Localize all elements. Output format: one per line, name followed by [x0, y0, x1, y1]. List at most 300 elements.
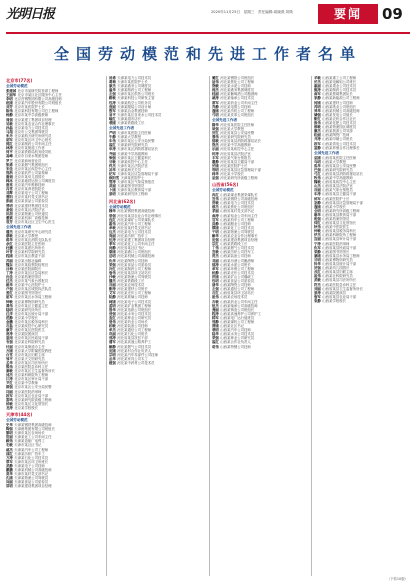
person-name: 莫华 — [6, 472, 13, 477]
person-name: 蓬刚 — [314, 204, 321, 209]
person-name: 晏强 — [109, 213, 116, 218]
person-affiliation: 山西某建设集团项目经理 — [220, 238, 258, 243]
person-name: 厉红 — [212, 131, 219, 136]
person-name: 宓静 — [314, 200, 321, 205]
person-name: 干明 — [212, 229, 219, 234]
person-affiliation: 山西某机车公司工程师 — [220, 217, 255, 222]
person-affiliation: 山西省某县法院法官 — [322, 184, 353, 189]
person-affiliation: 山西省某县司法所所长 — [322, 278, 357, 283]
person-affiliation: 河北某中学高级教师 — [220, 143, 251, 148]
person-affiliation: 北京市某区医院医生 — [14, 328, 45, 333]
person-name: 汪洋 — [6, 311, 13, 316]
region-heading: 天津市(44名) — [6, 412, 33, 418]
name-entry — [6, 406, 104, 410]
headline: 全国劳动模范和先进工作者名单 — [53, 45, 362, 63]
person-name: 韦强 — [6, 340, 13, 345]
person-name: 车涛 — [314, 192, 321, 197]
person-name: 巴强 — [314, 167, 321, 172]
person-name: 车伟 — [109, 139, 116, 144]
person-name: 谷丽 — [109, 283, 116, 288]
person-name: 欧阳雪 — [109, 176, 120, 181]
person-affiliation: 北京某医院主任医师 — [14, 242, 45, 247]
person-affiliation: 山西某陶瓷厂技师 — [322, 133, 350, 138]
person-name: 林涛 — [6, 146, 13, 151]
person-affiliation: 河北某农场技术员 — [117, 283, 145, 288]
person-affiliation: 山西某科研院所工程师 — [322, 233, 357, 238]
person-name: 祖伟 — [314, 274, 321, 279]
person-name: 冯雪 — [6, 187, 13, 192]
newspaper-logo: 光明日报 — [6, 7, 55, 22]
person-affiliation: 北京某博物馆研究员 — [14, 299, 45, 304]
person-name: 梁勇 — [6, 162, 13, 167]
continued-note: （下转10版） — [386, 577, 408, 581]
person-name: 唐亮 — [6, 183, 13, 188]
person-affiliation: 北京某软件公司架构师 — [14, 170, 49, 175]
person-affiliation: 北京市某研究院首席工程师 — [17, 88, 59, 93]
person-name: 艾军 — [109, 291, 116, 296]
person-affiliation: 河北某机械公司高级技师 — [117, 254, 155, 259]
person-name: 应强 — [212, 238, 219, 243]
person-affiliation: 北京某出版社编辑 — [14, 258, 42, 263]
person-name: 易平 — [109, 112, 116, 117]
person-affiliation: 天津某电子公司技师 — [14, 463, 45, 468]
person-affiliation: 北京市某区妇联主席 — [14, 352, 45, 357]
person-affiliation: 天津市某区应急管理局干部 — [117, 171, 158, 176]
person-affiliation: 北京市某区司法所所长 — [14, 360, 49, 365]
person-affiliation: 天津某科技公司研发主管 — [117, 96, 155, 101]
person-name: 单军 — [212, 266, 219, 271]
person-affiliation: 河北某光伏公司工程师 — [117, 291, 152, 296]
person-name: 段军 — [6, 393, 13, 398]
person-affiliation: 天津某物流公司驾驶员 — [14, 476, 49, 481]
person-name: 邴杰 — [212, 205, 219, 210]
person-affiliation: 北京某档案馆馆员 — [14, 274, 42, 279]
group-heading: 全国先进工作者 — [109, 126, 135, 131]
person-affiliation: 河北某矿业集团工程师 — [117, 303, 152, 308]
person-name: 黎明 — [6, 431, 13, 436]
person-affiliation: 山西某印刷公司班长 — [322, 137, 353, 142]
person-affiliation: 河北某研究所高级工程师 — [220, 176, 258, 181]
person-affiliation: 河北某通信公司工程师 — [117, 328, 152, 333]
person-name: 厉强 — [314, 266, 321, 271]
person-affiliation: 河北某研究院研究员 — [220, 135, 251, 140]
person-name: 袁芳 — [6, 219, 13, 224]
person-affiliation: 北京某物流公司快递员 — [14, 211, 49, 216]
person-affiliation: 山西某医院急诊科主任 — [322, 282, 357, 287]
person-affiliation: 河北某燃气公司技术员 — [117, 344, 152, 349]
person-affiliation: 山西某水务公司技术员 — [220, 332, 255, 337]
person-name: 姜红 — [6, 291, 13, 296]
person-affiliation: 山西省某县教育局干部 — [322, 212, 357, 217]
person-affiliation: 山西某社区书记 — [220, 324, 245, 329]
masthead — [6, 4, 410, 30]
person-affiliation: 河北省某县环卫站站长 — [117, 270, 152, 275]
person-name: 羿华 — [314, 108, 321, 113]
person-affiliation: 河北某电力公司技术员 — [117, 229, 152, 234]
person-affiliation: 北京某燃气集团班组长 — [14, 162, 49, 167]
person-name: 隋华 — [212, 122, 219, 127]
person-name: 谷丽 — [314, 188, 321, 193]
person-name: 蓬刚 — [212, 108, 219, 113]
person-affiliation: 山西某档案馆馆员 — [322, 217, 350, 221]
person-name: 富静 — [314, 145, 321, 150]
person-affiliation: 河北某水务公司技术员 — [117, 311, 152, 316]
person-name: 石磊 — [6, 324, 13, 329]
person-affiliation: 北京市某区税务局科长 — [14, 319, 49, 324]
person-name: 栾静 — [314, 249, 321, 254]
person-name: 董斌 — [6, 215, 13, 220]
person-name: 陶强 — [6, 427, 13, 432]
person-name: 冉红 — [212, 193, 219, 198]
person-affiliation: 北京市某中学高级教师 — [14, 113, 49, 118]
dateline: 2020年11月25日 星期三 责任编辑:周晓燕 刘瑛 — [211, 10, 293, 14]
person-affiliation: 山西某机械公司高级技师 — [322, 108, 360, 113]
person-affiliation: 天津某疾控中心主任 — [117, 159, 148, 164]
person-affiliation: 山西某焦煤集团队长 — [322, 92, 353, 97]
person-name: 韩冰 — [6, 178, 13, 183]
person-affiliation: 北京某科学院研究员 — [14, 250, 45, 255]
person-name: 甄涛 — [314, 88, 321, 93]
person-name: 齐丽 — [109, 151, 116, 156]
person-affiliation: 天津某大学教授 — [117, 135, 142, 140]
person-name: 连红 — [109, 217, 116, 222]
person-affiliation: 天津市某区公安分局民警 — [117, 139, 155, 144]
person-affiliation: 河北某煤矿公司采煤队长 — [117, 217, 155, 222]
person-name: 边杰 — [109, 229, 116, 234]
person-name: 严明 — [109, 131, 116, 136]
person-affiliation: 山西某农场技术员 — [220, 295, 248, 300]
column-divider — [106, 76, 107, 576]
person-affiliation: 北京某社科院研究员 — [14, 340, 45, 345]
section-label: 要闻 — [318, 4, 378, 24]
person-name: 贾涛 — [6, 332, 13, 337]
person-affiliation: 天津某医院护士 — [120, 176, 145, 181]
person-affiliation: 天津港集团有限公司班组长 — [14, 427, 55, 432]
page-number: 09 — [382, 5, 403, 23]
person-affiliation: 河北某制药公司工程师 — [117, 266, 152, 271]
person-name: 戴鹏 — [6, 467, 13, 472]
person-affiliation: 山西省某村党支部书记 — [220, 209, 255, 214]
person-affiliation: 山西某电解铝公司班长 — [322, 80, 357, 85]
person-affiliation: 山西省某疾控中心主任 — [322, 180, 357, 185]
person-affiliation: 山西省某县统计局干部 — [322, 262, 357, 267]
person-affiliation: 天津某超市店长 — [117, 116, 142, 121]
person-name: 糜杰 — [314, 129, 321, 134]
person-affiliation: 山西某环保公司工程师 — [220, 266, 255, 271]
person-name: 秦敏 — [6, 369, 13, 374]
person-affiliation: 天津市某区自来水公司技术员 — [117, 112, 162, 117]
person-affiliation: 北京市某区卫健委主任 — [14, 303, 49, 308]
group-heading: 全国劳动模范 — [212, 188, 234, 193]
person-name: 宁涛 — [314, 241, 321, 246]
person-name: 丁涛 — [6, 270, 13, 275]
person-name: 饶杰 — [212, 143, 219, 148]
person-affiliation: 北京某医院急诊科主任 — [14, 365, 49, 369]
region-heading: 北京市(77名) — [6, 78, 33, 83]
person-affiliation: 山西某醋业公司技师 — [220, 221, 251, 226]
person-affiliation: 山西某供电公司技术员 — [322, 141, 357, 146]
person-name: 茅丽 — [212, 209, 219, 214]
person-name: 詹军 — [314, 294, 321, 299]
person-name: 雷鸣 — [6, 397, 13, 402]
person-affiliation: 北京市某区应急局科长 — [14, 270, 49, 275]
person-name: 佟杰 — [109, 163, 116, 168]
person-name: 陆华 — [212, 332, 219, 337]
person-name: 尹红 — [6, 381, 13, 386]
person-affiliation: 天津某中学高级教师 — [117, 151, 148, 156]
person-affiliation: 山西某中医院医生 — [322, 225, 350, 230]
person-affiliation: 北京某院团演员 — [14, 332, 39, 337]
person-affiliation: 天津某服装公司设计师 — [117, 104, 152, 109]
person-affiliation: 山西某新能源公司工程师 — [322, 96, 360, 101]
person-affiliation: 北京某航天研究所研究员 — [14, 133, 52, 138]
person-name: 吴敏 — [6, 121, 13, 126]
person-name: 植强 — [109, 360, 116, 365]
person-affiliation: 河北某建工集团项目经理 — [117, 238, 155, 243]
person-affiliation: 北京某机床厂高级技师 — [14, 215, 49, 220]
person-name: 翁红 — [109, 143, 116, 148]
person-affiliation: 河北省某医院主任医师 — [220, 122, 255, 127]
person-name: 殷军 — [109, 108, 116, 113]
person-affiliation: 河北某纺织厂挡车工 — [117, 234, 148, 238]
person-name: 巩丽 — [109, 332, 116, 337]
person-affiliation: 山西某小学校长 — [322, 204, 347, 209]
person-affiliation: 河北某医院护士长 — [220, 163, 248, 168]
person-affiliation: 北京市某派出所所长 — [14, 246, 45, 251]
person-name: 鲁华 — [109, 307, 116, 312]
person-name: 骆刚 — [109, 250, 116, 255]
person-affiliation: 天津某电力公司技术员 — [117, 76, 152, 80]
person-name: 翁红 — [212, 340, 219, 345]
person-name: 李明 — [6, 97, 13, 102]
person-name: 荀伟 — [212, 344, 219, 349]
person-name: 贲敏 — [212, 201, 219, 206]
person-name: 孙磊 — [6, 125, 13, 130]
person-name: 侯敏 — [6, 401, 13, 406]
person-name: 桂丽 — [212, 92, 219, 97]
person-affiliation: 河北某村合作社负责人 — [117, 348, 152, 353]
person-name: 苏丽 — [6, 258, 13, 263]
person-affiliation: 河北省某村党支部书记 — [117, 225, 152, 230]
person-affiliation: 山西某种业公司研究员 — [220, 336, 255, 341]
person-name: 尚丽 — [109, 234, 116, 238]
person-affiliation: 山西某中学高级教师 — [322, 176, 353, 181]
column-divider — [311, 76, 312, 576]
person-affiliation: 北京某食品公司质检员 — [14, 199, 49, 204]
person-affiliation: 天津某铁路段工长 — [117, 121, 145, 126]
person-name: 彭丽 — [6, 199, 13, 204]
person-name: 山杰 — [314, 184, 321, 189]
person-affiliation: 山西某矿山公司爆破工 — [220, 274, 255, 279]
person-name: 乌明 — [314, 159, 321, 164]
person-affiliation: 山西某化肥公司技术员 — [322, 121, 357, 126]
person-name: 阮静 — [109, 295, 116, 300]
person-affiliation: 山西某合作社负责人 — [220, 340, 251, 345]
person-affiliation: 北京市自来水集团技师 — [14, 154, 49, 159]
person-affiliation: 北京首钢集团有限公司高级技师 — [14, 97, 62, 102]
person-name: 包涛 — [109, 100, 116, 105]
person-name: 柏敏 — [109, 324, 116, 329]
person-affiliation: 山西省某县水务局工程师 — [322, 253, 360, 258]
person-affiliation: 河北某化工公司车间主任 — [117, 242, 155, 247]
person-affiliation: 北京某汽车股份有限公司班组长 — [14, 101, 62, 106]
person-affiliation: 山西某通信公司工程师 — [220, 287, 255, 292]
person-affiliation: 山西某农机合作社社长 — [322, 116, 357, 121]
person-name: 沙敏 — [109, 274, 116, 279]
person-affiliation: 山西某建材公司技师 — [322, 100, 353, 105]
person-name: 吉敏 — [212, 299, 219, 304]
person-name: 纪军 — [109, 171, 116, 176]
person-name: 宫丽 — [314, 237, 321, 242]
person-name: 谭伟 — [6, 303, 13, 308]
person-affiliation: 北京市某研究中心研究员 — [14, 229, 52, 234]
person-name: 诸华 — [212, 283, 219, 288]
person-name: 弓红 — [314, 171, 321, 176]
person-affiliation: 河北某大学教授 — [220, 126, 245, 131]
person-affiliation: 北京某电子公司工程师 — [14, 191, 49, 196]
person-name: 乔静 — [212, 104, 219, 109]
person-name: 利明 — [212, 167, 219, 172]
person-name: 应刚 — [109, 348, 116, 353]
person-affiliation: 北京市某区审计局干部 — [14, 377, 49, 382]
person-name: 史华 — [6, 422, 13, 427]
person-affiliation: 天津某建设集团项目经理 — [14, 484, 52, 489]
person-name: 牟杰 — [109, 328, 116, 333]
person-name: 裴刚 — [109, 121, 116, 126]
person-name: 温华 — [109, 88, 116, 93]
person-name: 牧伟 — [314, 176, 321, 181]
person-name: 芮明 — [314, 104, 321, 109]
person-affiliation: 山西某汾酒公司酿酒师 — [220, 258, 255, 263]
person-name: 杜鹏 — [6, 246, 13, 251]
person-affiliation: 天津某研究院研究员 — [117, 143, 148, 148]
person-name: 邹平 — [6, 356, 13, 361]
person-name: 曲涛 — [212, 213, 219, 218]
person-affiliation: 河北某铁路段工长 — [117, 279, 145, 284]
person-name: 松丽 — [314, 133, 321, 138]
person-name: 向丽 — [6, 480, 13, 485]
person-name: 於杰 — [314, 80, 321, 85]
person-name: 於刚 — [212, 163, 219, 168]
person-affiliation: 天津某海关关员 — [117, 167, 142, 172]
person-name: 钮杰 — [212, 303, 219, 308]
person-affiliation: 山西某纺织公司挡车工 — [220, 250, 255, 255]
text-column-1 — [6, 76, 104, 576]
person-name: 崔伟 — [212, 295, 219, 300]
person-affiliation: 河北某奶业公司场长 — [117, 319, 148, 324]
person-affiliation: 北京市某区城管执法队员 — [14, 287, 52, 292]
person-affiliation: 河北省某县卫健局干部 — [220, 159, 255, 164]
person-affiliation: 天津某化工公司车间主任 — [14, 435, 52, 440]
person-name: 邢涛 — [109, 336, 116, 341]
person-name: 蒲军 — [109, 340, 116, 345]
person-affiliation: 北京市某区民政局干部 — [14, 336, 49, 341]
person-name: 付丽 — [6, 344, 13, 349]
person-affiliation: 山西某物流园区调度员 — [322, 125, 357, 130]
person-name: 杨静 — [6, 113, 13, 118]
person-name: 柯刚 — [109, 299, 116, 304]
person-affiliation: 河北省某县应急管理局干部 — [220, 167, 261, 172]
person-name: 巫刚 — [314, 155, 321, 160]
person-name: 饶敏 — [212, 84, 219, 89]
person-name: 师华 — [212, 171, 219, 176]
person-name: 谈强 — [212, 126, 219, 131]
person-affiliation: 北京市某医院护士长 — [14, 105, 45, 110]
person-affiliation: 山西省某县税务局科长 — [322, 229, 357, 234]
person-affiliation: 北京市某检察院检察官 — [14, 262, 49, 267]
person-affiliation: 山西某发电公司值长 — [322, 112, 353, 117]
person-affiliation: 河北某电子公司技术员 — [117, 299, 152, 304]
person-name: 罗兰 — [6, 158, 13, 163]
person-affiliation: 北京某制药公司车间主任 — [14, 142, 52, 147]
person-name: 高峰 — [6, 154, 13, 159]
person-affiliation: 河北某港务集团调度员 — [220, 88, 255, 93]
person-name: 包明 — [212, 279, 219, 284]
person-name: 邴敏 — [314, 125, 321, 130]
name-entry — [109, 121, 207, 125]
person-name: 武敏 — [314, 278, 321, 283]
person-name: 夏雨 — [6, 336, 13, 341]
person-affiliation: 河北省某县农业合作社理事长 — [117, 213, 162, 218]
person-affiliation: 北京市某街道办主任 — [14, 344, 45, 349]
person-affiliation: 北京某科研院所工程师 — [14, 373, 49, 378]
person-affiliation: 河北某汽车零部件公司技师 — [117, 352, 158, 357]
person-name: 柴强 — [109, 155, 116, 160]
person-affiliation: 河北某气象台预报员 — [220, 155, 251, 160]
person-affiliation: 河北某石化公司班长 — [117, 332, 148, 337]
person-name: 蔡敏 — [6, 234, 13, 238]
person-name: 邱杰 — [6, 373, 13, 378]
person-name: 贲杰 — [212, 254, 219, 259]
person-affiliation: 天津市某社区书记 — [14, 443, 42, 448]
person-name: 郗华 — [314, 212, 321, 217]
person-name: 宋佳 — [6, 166, 13, 171]
person-affiliation: 天津市某医院护士长 — [117, 80, 148, 85]
person-affiliation: 北京某疾控中心研究员 — [14, 324, 49, 329]
person-affiliation: 山西某铁路段工长 — [220, 242, 248, 247]
person-affiliation: 天津某图书馆馆员 — [117, 184, 145, 189]
person-affiliation: 山西省某县卫生监督所所长 — [322, 286, 363, 291]
person-affiliation: 北京某学校校长 — [14, 405, 39, 410]
person-name: 范静 — [6, 315, 13, 320]
person-name: 房静 — [212, 221, 219, 226]
person-name: 仰红 — [314, 221, 321, 226]
person-name: 蒋华 — [6, 238, 13, 243]
person-name: 刘丽 — [314, 286, 321, 291]
person-affiliation: 山西某陶瓷公司技师 — [220, 283, 251, 288]
person-name: 蔺红 — [212, 76, 219, 80]
name-entry — [314, 299, 412, 303]
person-affiliation: 山西省某县审计局干部 — [322, 237, 357, 242]
person-name: 阎杰 — [212, 88, 219, 93]
person-name: 瞿静 — [212, 159, 219, 164]
person-affiliation: 天津某汽车公司工程师 — [14, 447, 49, 452]
person-affiliation: 天津市某区环卫所班长 — [14, 459, 49, 464]
person-affiliation: 山西省某县环卫站站长 — [220, 291, 255, 296]
person-affiliation: 天津某纺织厂挡车工 — [14, 451, 45, 456]
person-affiliation: 北京市某区环卫中心班长 — [14, 138, 52, 143]
person-name: 郑浩 — [6, 170, 13, 175]
person-affiliation: 山西省某医院主任医师 — [322, 155, 357, 160]
person-name: 蓝明 — [109, 303, 116, 308]
person-name: 龚丽 — [212, 307, 219, 312]
person-affiliation: 河北某药业公司车间主任 — [220, 100, 258, 105]
person-affiliation: 天津某钢铁集团高级技师 — [14, 422, 52, 427]
person-name: 喻红 — [109, 116, 116, 121]
person-affiliation: 山西某电力公司技术员 — [220, 201, 255, 206]
person-affiliation: 北京某大学附属医院教授 — [14, 348, 52, 353]
person-affiliation: 河北某装备公司技师 — [117, 324, 148, 329]
